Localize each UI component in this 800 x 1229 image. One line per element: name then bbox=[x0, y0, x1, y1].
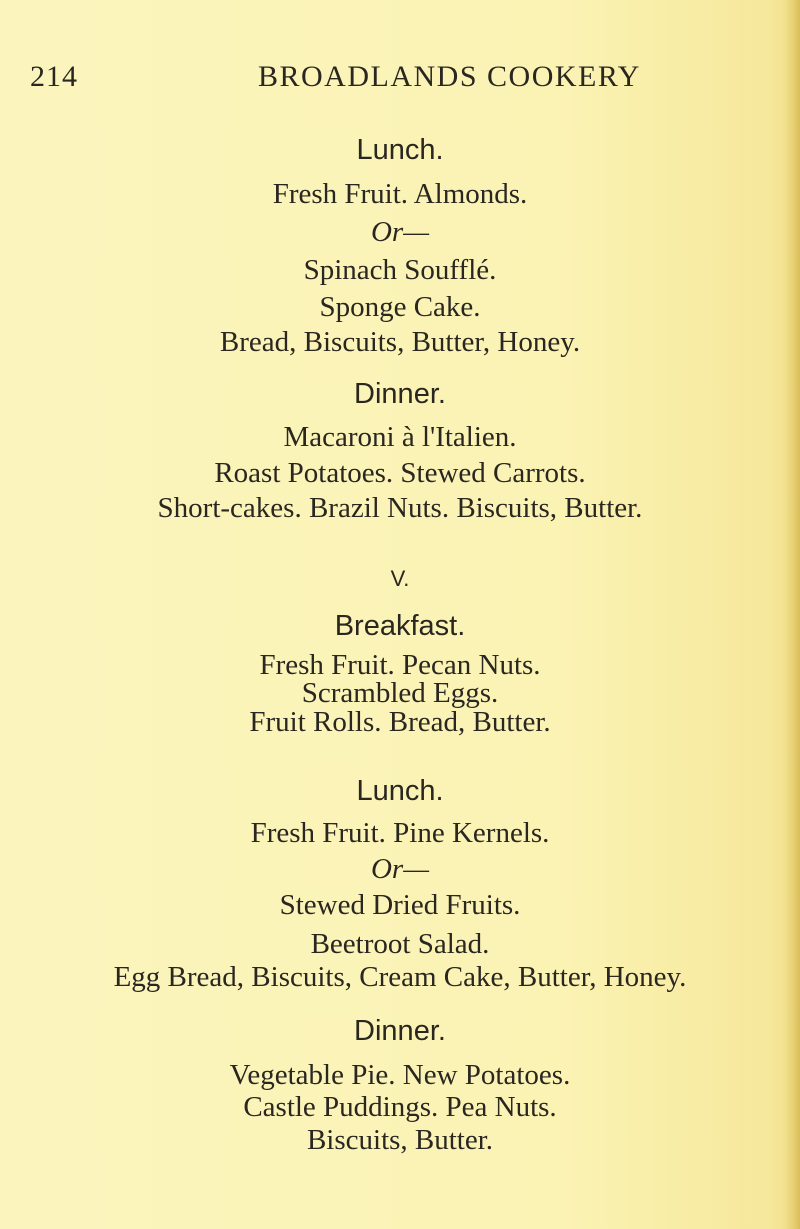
running-head bbox=[0, 60, 800, 100]
menu-line: Fresh Fruit. Pecan Nuts. bbox=[259, 649, 541, 681]
menu-heading-dinner: Dinner. bbox=[354, 1015, 446, 1047]
menu-line: Vegetable Pie. New Potatoes. bbox=[229, 1059, 571, 1091]
menu-line: Macaroni à l'Italien. bbox=[283, 421, 517, 453]
menu-line: Fresh Fruit. Almonds. bbox=[272, 178, 528, 210]
menu-line: Beetroot Salad. bbox=[310, 928, 490, 960]
book-title: BROADLANDS COOKERY bbox=[258, 60, 641, 93]
menu-alternative: Or— bbox=[370, 216, 429, 248]
menu-line: Fruit Rolls. Bread, Butter. bbox=[249, 706, 551, 738]
menu-line: Castle Puddings. Pea Nuts. bbox=[243, 1091, 557, 1123]
menu-line: Sponge Cake. bbox=[319, 291, 481, 323]
menu-line: Egg Bread, Biscuits, Cream Cake, Butter, Honey. bbox=[113, 961, 687, 993]
menu-line: Stewed Dried Fruits. bbox=[279, 889, 521, 921]
menu-line: Scrambled Eggs. bbox=[301, 677, 499, 709]
menu-line: Short-cakes. Brazil Nuts. Biscuits, Butter. bbox=[157, 492, 643, 524]
menu-line: Roast Potatoes. Stewed Carrots. bbox=[214, 457, 586, 489]
menu-line: Bread, Biscuits, Butter, Honey. bbox=[219, 326, 581, 358]
menu-heading-dinner: Dinner. bbox=[354, 378, 446, 410]
page-number: 214 bbox=[30, 60, 78, 93]
menu-line: Biscuits, Butter. bbox=[306, 1124, 494, 1156]
section-numeral: V. bbox=[390, 566, 410, 591]
menu-alternative: Or— bbox=[370, 853, 429, 885]
menu-heading-lunch: Lunch. bbox=[356, 775, 444, 807]
menu-line: Fresh Fruit. Pine Kernels. bbox=[250, 817, 550, 849]
menu-line: Spinach Soufflé. bbox=[303, 254, 497, 286]
menu-heading-lunch: Lunch. bbox=[356, 134, 444, 166]
menu-heading-breakfast: Breakfast. bbox=[334, 610, 466, 642]
